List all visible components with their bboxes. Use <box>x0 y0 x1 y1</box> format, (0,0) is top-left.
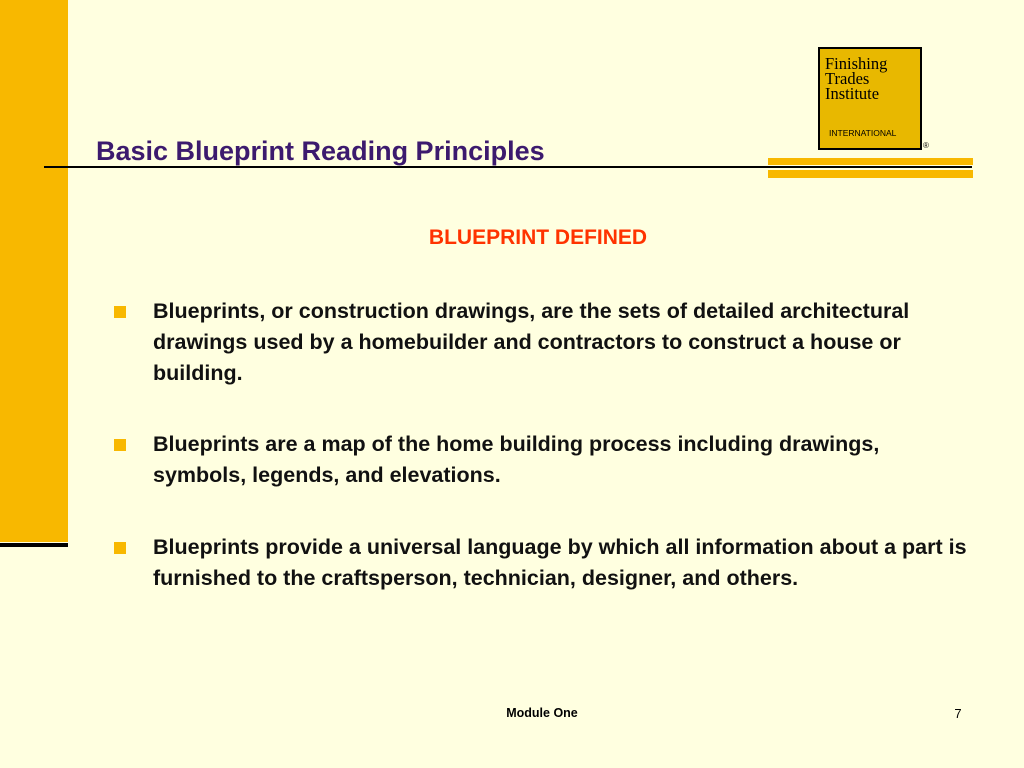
slide-title: Basic Blueprint Reading Principles <box>96 136 545 166</box>
bullet-text: Blueprints provide a universal language by which all information about a part is furnished to the craftsperson, technician, designer, and others. <box>153 535 967 590</box>
bullet-item <box>114 532 974 594</box>
bullet-item <box>114 429 974 491</box>
logo-line-1: Finishing <box>825 54 888 73</box>
square-bullet-icon <box>114 542 126 554</box>
logo-international: INTERNATIONAL <box>829 128 897 138</box>
section-subtitle: BLUEPRINT DEFINED <box>428 226 648 249</box>
logo-line-3: Institute <box>825 84 880 103</box>
title-accent-bar-bottom <box>768 170 973 178</box>
bullet-list <box>114 296 974 594</box>
page-number: 7 <box>954 706 962 721</box>
left-accent-bar <box>0 0 68 542</box>
square-bullet-icon <box>114 306 126 318</box>
bullet-item <box>114 296 974 389</box>
registered-mark: ® <box>923 141 929 150</box>
bullet-text: Blueprints are a map of the home building process including drawings, symbols, legends, and elevations. <box>153 432 880 487</box>
bullet-text: Blueprints, or construction drawings, are the sets of detailed architectural drawings used by a homebuilder and contractors to construct a house or building. <box>153 299 910 385</box>
title-accent-bar-top <box>768 158 973 165</box>
finishing-trades-institute-logo <box>818 47 922 150</box>
square-bullet-icon <box>114 439 126 451</box>
logo-line-2: Trades <box>825 69 870 88</box>
left-accent-underline <box>0 543 68 547</box>
footer-label: Module One <box>506 706 578 720</box>
